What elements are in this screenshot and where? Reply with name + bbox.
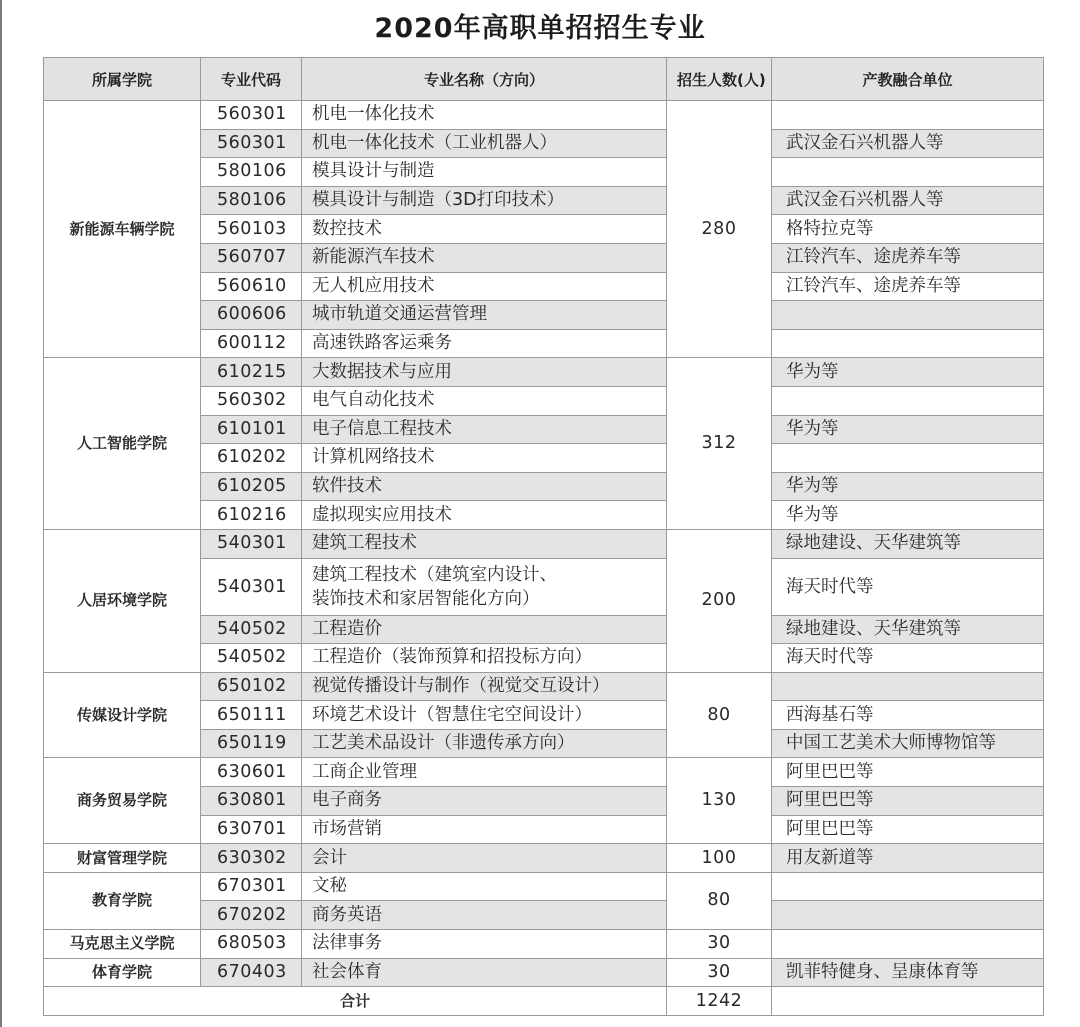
code-cell: 610205 [201, 472, 302, 501]
major-name-cell: 新能源汽车技术 [302, 243, 667, 272]
table-row [44, 958, 1044, 987]
header-partner: 产教融合单位 [772, 58, 1044, 101]
code-cell: 580106 [201, 186, 302, 215]
partner-cell: 江铃汽车、途虎养车等 [772, 243, 1044, 272]
major-name-cell: 城市轨道交通运营管理 [302, 301, 667, 330]
partner-cell: 绿地建设、天华建筑等 [772, 529, 1044, 558]
majors-table [43, 57, 1044, 1016]
partner-cell: 海天时代等 [772, 644, 1044, 673]
college-cell: 财富管理学院 [44, 844, 201, 873]
header-college: 所属学院 [44, 58, 201, 101]
major-name-cell: 无人机应用技术 [302, 272, 667, 301]
major-name-cell: 机电一体化技术 [302, 101, 667, 130]
major-name-cell: 工程造价 [302, 615, 667, 644]
major-name-cell: 法律事务 [302, 930, 667, 959]
code-cell: 610101 [201, 415, 302, 444]
enrollment-count-cell: 100 [667, 844, 772, 873]
enrollment-count-cell: 30 [667, 958, 772, 987]
college-cell: 人工智能学院 [44, 358, 201, 530]
total-row [44, 987, 1044, 1016]
code-cell: 650102 [201, 672, 302, 701]
total-partner-empty [772, 987, 1044, 1016]
partner-cell: 武汉金石兴机器人等 [772, 186, 1044, 215]
major-name-cell: 数控技术 [302, 215, 667, 244]
enrollment-count-cell: 80 [667, 872, 772, 929]
code-cell: 610216 [201, 501, 302, 530]
college-cell: 体育学院 [44, 958, 201, 987]
partner-cell: 江铃汽车、途虎养车等 [772, 272, 1044, 301]
enrollment-count-cell: 280 [667, 101, 772, 358]
code-cell: 600606 [201, 301, 302, 330]
code-cell: 560301 [201, 101, 302, 130]
major-name-cell: 会计 [302, 844, 667, 873]
major-name-cell: 机电一体化技术（工业机器人） [302, 129, 667, 158]
major-name-cell: 大数据技术与应用 [302, 358, 667, 387]
major-name-cell: 工程造价（装饰预算和招投标方向） [302, 644, 667, 673]
enrollment-count-cell: 30 [667, 930, 772, 959]
major-name-cell: 模具设计与制造 [302, 158, 667, 187]
code-cell: 560103 [201, 215, 302, 244]
college-cell: 传媒设计学院 [44, 672, 201, 758]
code-cell: 630701 [201, 815, 302, 844]
partner-cell: 用友新道等 [772, 844, 1044, 873]
partner-cell: 武汉金石兴机器人等 [772, 129, 1044, 158]
header-row [44, 58, 1044, 101]
partner-cell [772, 930, 1044, 959]
college-cell: 新能源车辆学院 [44, 101, 201, 358]
code-cell: 540301 [201, 558, 302, 615]
partner-cell [772, 444, 1044, 473]
total-count: 1242 [667, 987, 772, 1016]
partner-cell [772, 901, 1044, 930]
table-row [44, 844, 1044, 873]
partner-cell: 华为等 [772, 415, 1044, 444]
major-name-cell: 模具设计与制造（3D打印技术） [302, 186, 667, 215]
major-name-cell [302, 558, 667, 615]
table-row [44, 672, 1044, 701]
partner-cell: 海天时代等 [772, 558, 1044, 615]
partner-cell: 绿地建设、天华建筑等 [772, 615, 1044, 644]
partner-cell: 凯菲特健身、呈康体育等 [772, 958, 1044, 987]
code-cell: 540301 [201, 529, 302, 558]
code-cell: 610215 [201, 358, 302, 387]
partner-cell: 华为等 [772, 501, 1044, 530]
code-cell: 650119 [201, 729, 302, 758]
major-name-cell: 建筑工程技术 [302, 529, 667, 558]
code-cell: 630801 [201, 787, 302, 816]
header-count: 招生人数(人) [667, 58, 772, 101]
college-cell: 马克思主义学院 [44, 930, 201, 959]
code-cell: 540502 [201, 615, 302, 644]
partner-cell [772, 386, 1044, 415]
table-body [44, 101, 1044, 1016]
major-name-line2: 装饰技术和家居智能化方向） [312, 588, 540, 609]
partner-cell [772, 872, 1044, 901]
major-name-cell: 计算机网络技术 [302, 444, 667, 473]
major-name-cell: 环境艺术设计（智慧住宅空间设计） [302, 701, 667, 730]
code-cell: 560301 [201, 129, 302, 158]
enrollment-count-cell: 130 [667, 758, 772, 844]
enrollment-count-cell: 312 [667, 358, 772, 530]
total-label: 合计 [44, 987, 667, 1016]
college-cell: 教育学院 [44, 872, 201, 929]
partner-cell: 格特拉克等 [772, 215, 1044, 244]
table-row [44, 930, 1044, 959]
partner-cell: 中国工艺美术大师博物馆等 [772, 729, 1044, 758]
major-name-cell: 工艺美术品设计（非遗传承方向） [302, 729, 667, 758]
code-cell: 560610 [201, 272, 302, 301]
code-cell: 600112 [201, 329, 302, 358]
partner-cell [772, 101, 1044, 130]
table-row [44, 358, 1044, 387]
major-name-cell: 电子商务 [302, 787, 667, 816]
major-name-cell: 电气自动化技术 [302, 386, 667, 415]
code-cell: 680503 [201, 930, 302, 959]
code-cell: 540502 [201, 644, 302, 673]
table-row [44, 101, 1044, 130]
partner-cell: 华为等 [772, 358, 1044, 387]
major-name-cell: 工商企业管理 [302, 758, 667, 787]
enrollment-count-cell: 80 [667, 672, 772, 758]
partner-cell: 阿里巴巴等 [772, 758, 1044, 787]
code-cell: 670301 [201, 872, 302, 901]
header-code: 专业代码 [201, 58, 302, 101]
major-name-cell: 文秘 [302, 872, 667, 901]
code-cell: 630601 [201, 758, 302, 787]
major-name-cell: 商务英语 [302, 901, 667, 930]
left-edge-line [0, 0, 2, 1027]
major-name-cell: 高速铁路客运乘务 [302, 329, 667, 358]
table-row [44, 758, 1044, 787]
code-cell: 670202 [201, 901, 302, 930]
major-name-line1: 建筑工程技术（建筑室内设计、 [312, 564, 557, 585]
college-cell: 人居环境学院 [44, 529, 201, 672]
major-name-cell: 虚拟现实应用技术 [302, 501, 667, 530]
enrollment-count-cell: 200 [667, 529, 772, 672]
code-cell: 560302 [201, 386, 302, 415]
partner-cell [772, 672, 1044, 701]
header-name: 专业名称（方向） [302, 58, 667, 101]
major-name-cell: 电子信息工程技术 [302, 415, 667, 444]
table-row [44, 872, 1044, 901]
major-name-cell: 视觉传播设计与制作（视觉交互设计） [302, 672, 667, 701]
major-name-cell: 软件技术 [302, 472, 667, 501]
table-row [44, 529, 1044, 558]
code-cell: 610202 [201, 444, 302, 473]
college-cell: 商务贸易学院 [44, 758, 201, 844]
page-title: 2020年高职单招招生专业 [374, 13, 706, 44]
partner-cell: 阿里巴巴等 [772, 815, 1044, 844]
major-name-cell: 社会体育 [302, 958, 667, 987]
partner-cell [772, 158, 1044, 187]
partner-cell [772, 329, 1044, 358]
code-cell: 670403 [201, 958, 302, 987]
partner-cell: 华为等 [772, 472, 1044, 501]
partner-cell: 阿里巴巴等 [772, 787, 1044, 816]
code-cell: 560707 [201, 243, 302, 272]
code-cell: 630302 [201, 844, 302, 873]
code-cell: 580106 [201, 158, 302, 187]
code-cell: 650111 [201, 701, 302, 730]
partner-cell [772, 301, 1044, 330]
major-name-cell: 市场营销 [302, 815, 667, 844]
partner-cell: 西海基石等 [772, 701, 1044, 730]
